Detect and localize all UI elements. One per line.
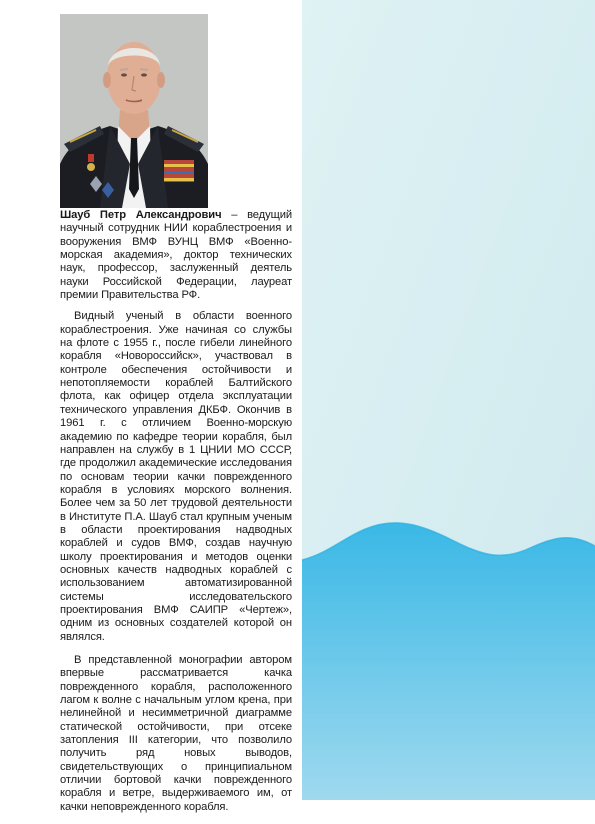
wave-illustration: [302, 0, 595, 800]
wave-band: [302, 523, 595, 800]
sea-wave-panel: [302, 0, 595, 800]
author-name: Шауб Петр Александрович: [60, 209, 222, 221]
author-portrait: [60, 14, 208, 208]
author-position: – ведущий научный сотрудник НИИ кораблестроения и вооружения ВМФ ВУНЦ ВМФ «Военно-морская академия», доктор технических наук, профессор, заслуженный деятель науки Российской Федерации, лауреат премии Правительства РФ.: [60, 209, 293, 302]
bio-monograph-paragraph: В представленной монографии автором впервые рассматривается качка поврежденного корабля, расположенного лагом к волне с начальным углом крена, при нелинейной и несимметричной диаграмме статической остойчивости, при отсеке затопления III категории, что позволило получить ряд новых выводов, свидетельствующих о принципиальном отличии бортовой качки поврежденного корабля и ветре, выдерживаемого им, от качки неповрежденного корабля.: [60, 654, 292, 813]
bio-career-paragraph: Видный ученый в области военного кораблестроения. Уже начиная со службы на флоте с 1955 г., после гибели линейного корабля «Новороссийск», участвовал в контроле обеспечения остойчивости и непотопляемости кораблей Балтийского флота, как офицер отдела эксплуатации технического управления ДКБФ. Окончив в 1961 г. с отличием Военно-морскую академию по кафедре теории корабля, был направлен на службу в 1 ЦНИИ МО СССР, где продолжил академические исследования по основам теории качки поврежденного корабля в условиях морского волнения. Более чем за 50 лет трудовой деятельности в Институте П.А. Шауб стал крупным ученым в области проектирования надводных кораблей и судов ВМФ, создав научную школу проектирования и методов оценки основных качеств надводных кораблей с использованием автоматизированной системы исследовательского проектирования ВМФ САИПР «Чертеж», одним из основных создателей которой он являлся.: [60, 310, 292, 643]
author-biography: [60, 209, 292, 824]
bio-intro-paragraph: [60, 209, 292, 302]
portrait-photo-icon: [60, 14, 208, 208]
